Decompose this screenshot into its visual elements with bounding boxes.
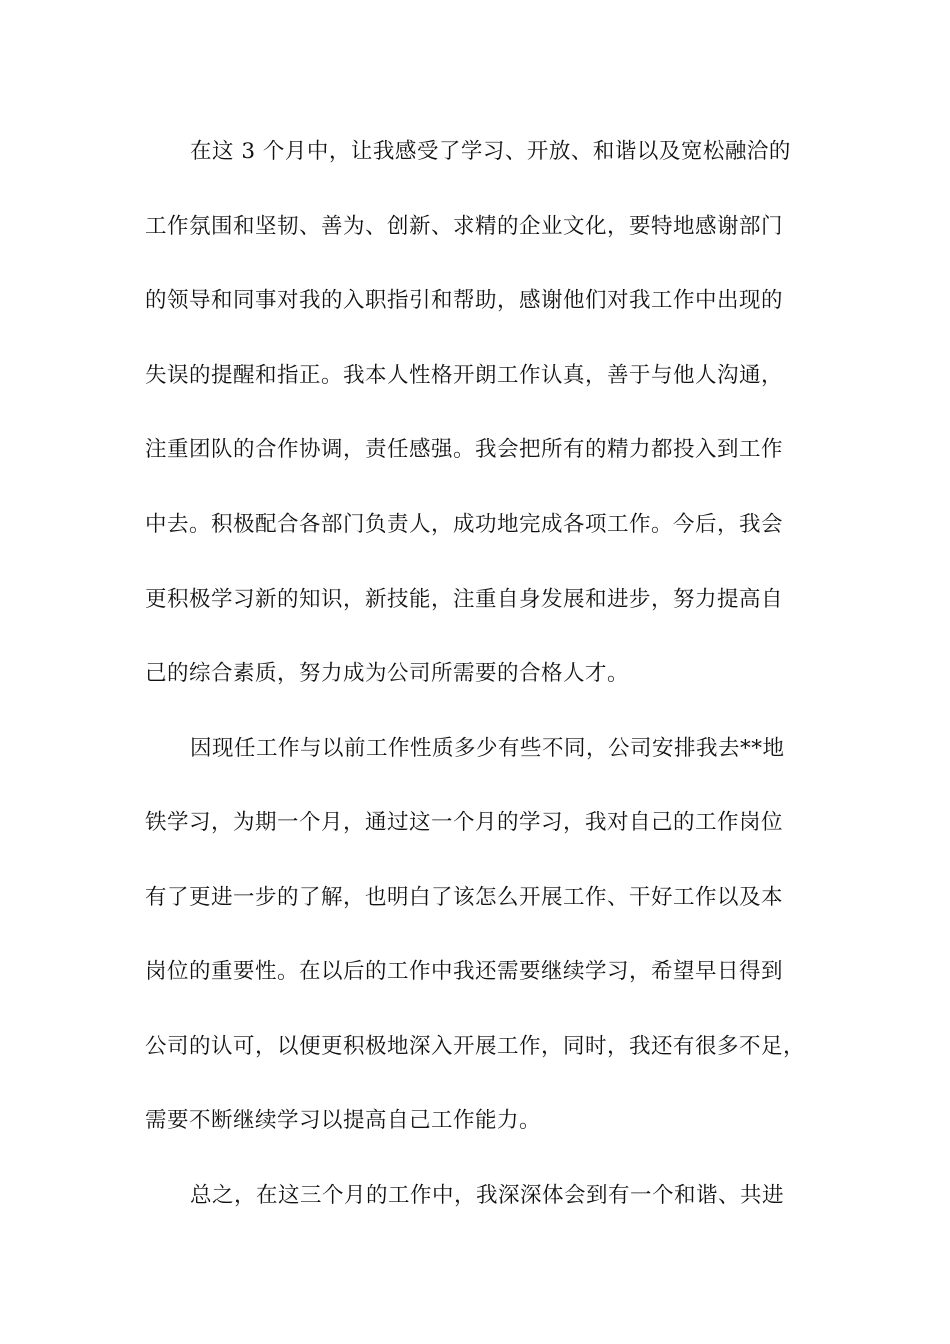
paragraph-1-line-8: 己的综合素质，努力成为公司所需要的合格人才。 <box>145 661 630 686</box>
paragraph-1-line-2: 工作氛围和坚韧、善为、创新、求精的企业文化，要特地感谢部门 <box>145 214 784 239</box>
paragraph-2-line-1: 因现任工作与以前工作性质多少有些不同，公司安排我去**地 <box>190 736 785 761</box>
paragraph-2-line-6: 需要不断继续学习以提高自己工作能力。 <box>145 1108 542 1133</box>
paragraph-1-line-4: 失误的提醒和指正。我本人性格开朗工作认真，善于与他人沟通， <box>145 363 784 388</box>
paragraph-1-line-1: 在这 3 个月中，让我感受了学习、开放、和谐以及宽松融洽的 <box>190 139 791 164</box>
paragraph-1-line-7: 更积极学习新的知识，新技能，注重自身发展和进步，努力提高自 <box>145 587 784 612</box>
paragraph-2-line-5: 公司的认可，以便更积极地深入开展工作，同时，我还有很多不足， <box>145 1034 806 1059</box>
paragraph-2-line-2: 铁学习，为期一个月，通过这一个月的学习，我对自己的工作岗位 <box>145 810 784 835</box>
paragraph-1-line-3: 的领导和同事对我的入职指引和帮助，感谢他们对我工作中出现的 <box>145 288 784 313</box>
paragraph-1-line-5: 注重团队的合作协调，责任感强。我会把所有的精力都投入到工作 <box>145 437 784 462</box>
paragraph-2-line-4: 岗位的重要性。在以后的工作中我还需要继续学习，希望早日得到 <box>145 959 784 984</box>
paragraph-2-line-3: 有了更进一步的了解，也明白了该怎么开展工作、干好工作以及本 <box>145 885 784 910</box>
paragraph-3-line-1: 总之，在这三个月的工作中，我深深体会到有一个和谐、共进 <box>190 1183 785 1208</box>
paragraph-1-line-6: 中去。积极配合各部门负责人，成功地完成各项工作。今后，我会 <box>145 512 784 537</box>
